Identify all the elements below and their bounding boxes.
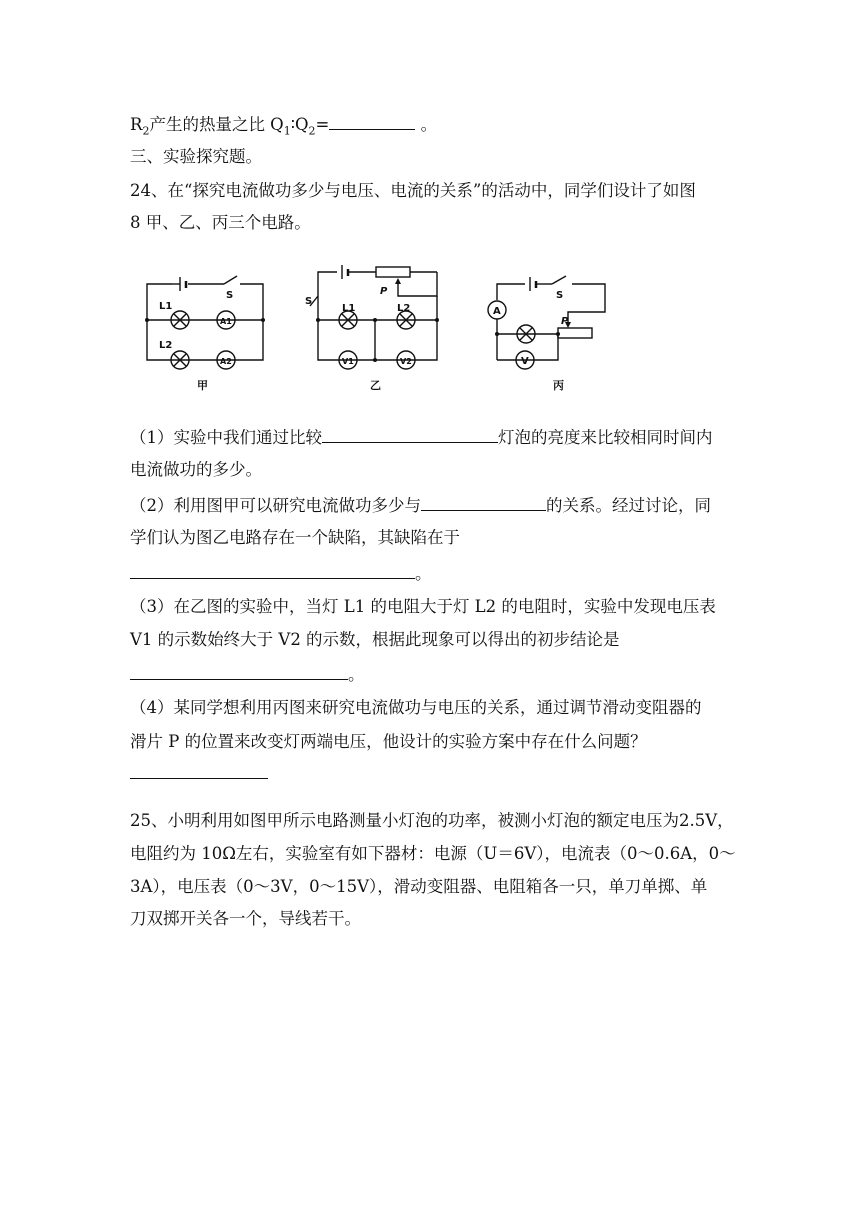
answer-blank[interactable]	[322, 428, 498, 443]
answer-blank[interactable]	[130, 564, 415, 579]
part-1-line-2: 电流做功的多少。	[130, 460, 262, 479]
question-25-line-1: 25、小明利用如图甲所示电路测量小灯泡的功率，被测小灯泡的额定电压为2.5V，	[130, 811, 734, 830]
slider-p-label: P	[561, 316, 569, 327]
rheostat-body	[558, 328, 592, 338]
question-25-line-3: 3A），电压表（0～3V，0～15V），滑动变阻器、电阻箱各一只，单刀单掷、单	[130, 877, 708, 896]
switch-blade	[224, 276, 237, 284]
circuit-yi	[305, 265, 439, 392]
section-heading: 三、实验探究题。	[130, 147, 262, 166]
part-2-line-3: 。	[130, 563, 432, 585]
answer-blank[interactable]	[130, 764, 268, 779]
switch-label: S	[556, 290, 564, 301]
part-4-line-3	[130, 763, 268, 785]
circuit-jia	[145, 276, 265, 392]
question-24-line-1: 24、在“探究电流做功多少与电压、电流的关系”的活动中，同学们设计了如图	[130, 181, 696, 200]
voltmeter-label: V	[521, 356, 529, 367]
part-3-line-1: （3）在乙图的实验中，当灯 L1 的电阻大于灯 L2 的电阻时，实验中发现电压表	[130, 597, 716, 616]
circuit-diagrams-figure	[0, 0, 860, 400]
part-1-line-1: （1）实验中我们通过比较 灯泡的亮度来比较相同时间内	[130, 428, 713, 447]
rheostat-body	[376, 267, 410, 277]
part-2-line-1: （2）利用图甲可以研究电流做功多少与 的关系。经过讨论，同	[130, 496, 711, 515]
lamp-l1-label: L1	[342, 303, 356, 314]
caption-bing: 丙	[553, 379, 564, 392]
part-3-line-2: V1 的示数始终大于 V2 的示数，根据此现象可以得出的初步结论是	[130, 630, 620, 649]
text-line-heat-ratio: $R_2$产生的热量之比 $Q_1∶Q_2=$ 。	[130, 115, 438, 138]
ammeter-a1-label: A1	[220, 317, 232, 326]
switch-label: S	[226, 290, 234, 301]
lamp-l2-label: L2	[159, 340, 173, 351]
lamp-l1-label: L1	[159, 301, 173, 312]
voltmeter-v2-label: V2	[400, 357, 412, 366]
part-4-line-1: （4）某同学想利用丙图来研究电流做功与电压的关系，通过调节滑动变阻器的	[130, 698, 702, 717]
question-24-line-2: 8 甲、乙、丙三个电路。	[130, 213, 311, 232]
caption-yi: 乙	[370, 379, 381, 392]
answer-blank[interactable]	[130, 665, 348, 680]
caption-jia: 甲	[197, 379, 208, 392]
ammeter-a2-label: A2	[220, 357, 232, 366]
rheostat-slider-arrow	[395, 278, 401, 284]
slider-p-label: P	[380, 286, 388, 297]
part-2-line-2: 学们认为图乙电路存在一个缺陷，其缺陷在于	[130, 528, 460, 547]
part-4-line-2: 滑片 P 的位置来改变灯两端电压，他设计的实验方案中存在什么问题？	[130, 732, 647, 751]
question-25-line-2: 电阻约为 10Ω左右，实验室有如下器材：电源（U＝6V），电流表（0～0.6A，0～	[130, 844, 736, 863]
circuit-bing	[488, 276, 605, 392]
part-3-line-3: 。	[130, 664, 365, 686]
lamp-l2-label: L2	[397, 303, 411, 314]
switch-label: S	[305, 296, 313, 307]
voltmeter-v1-label: V1	[342, 357, 354, 366]
switch-blade	[552, 276, 566, 284]
question-25-line-4: 刀双掷开关各一个，导线若干。	[130, 909, 361, 928]
ammeter-label: A	[493, 306, 501, 317]
answer-blank[interactable]	[421, 496, 546, 511]
